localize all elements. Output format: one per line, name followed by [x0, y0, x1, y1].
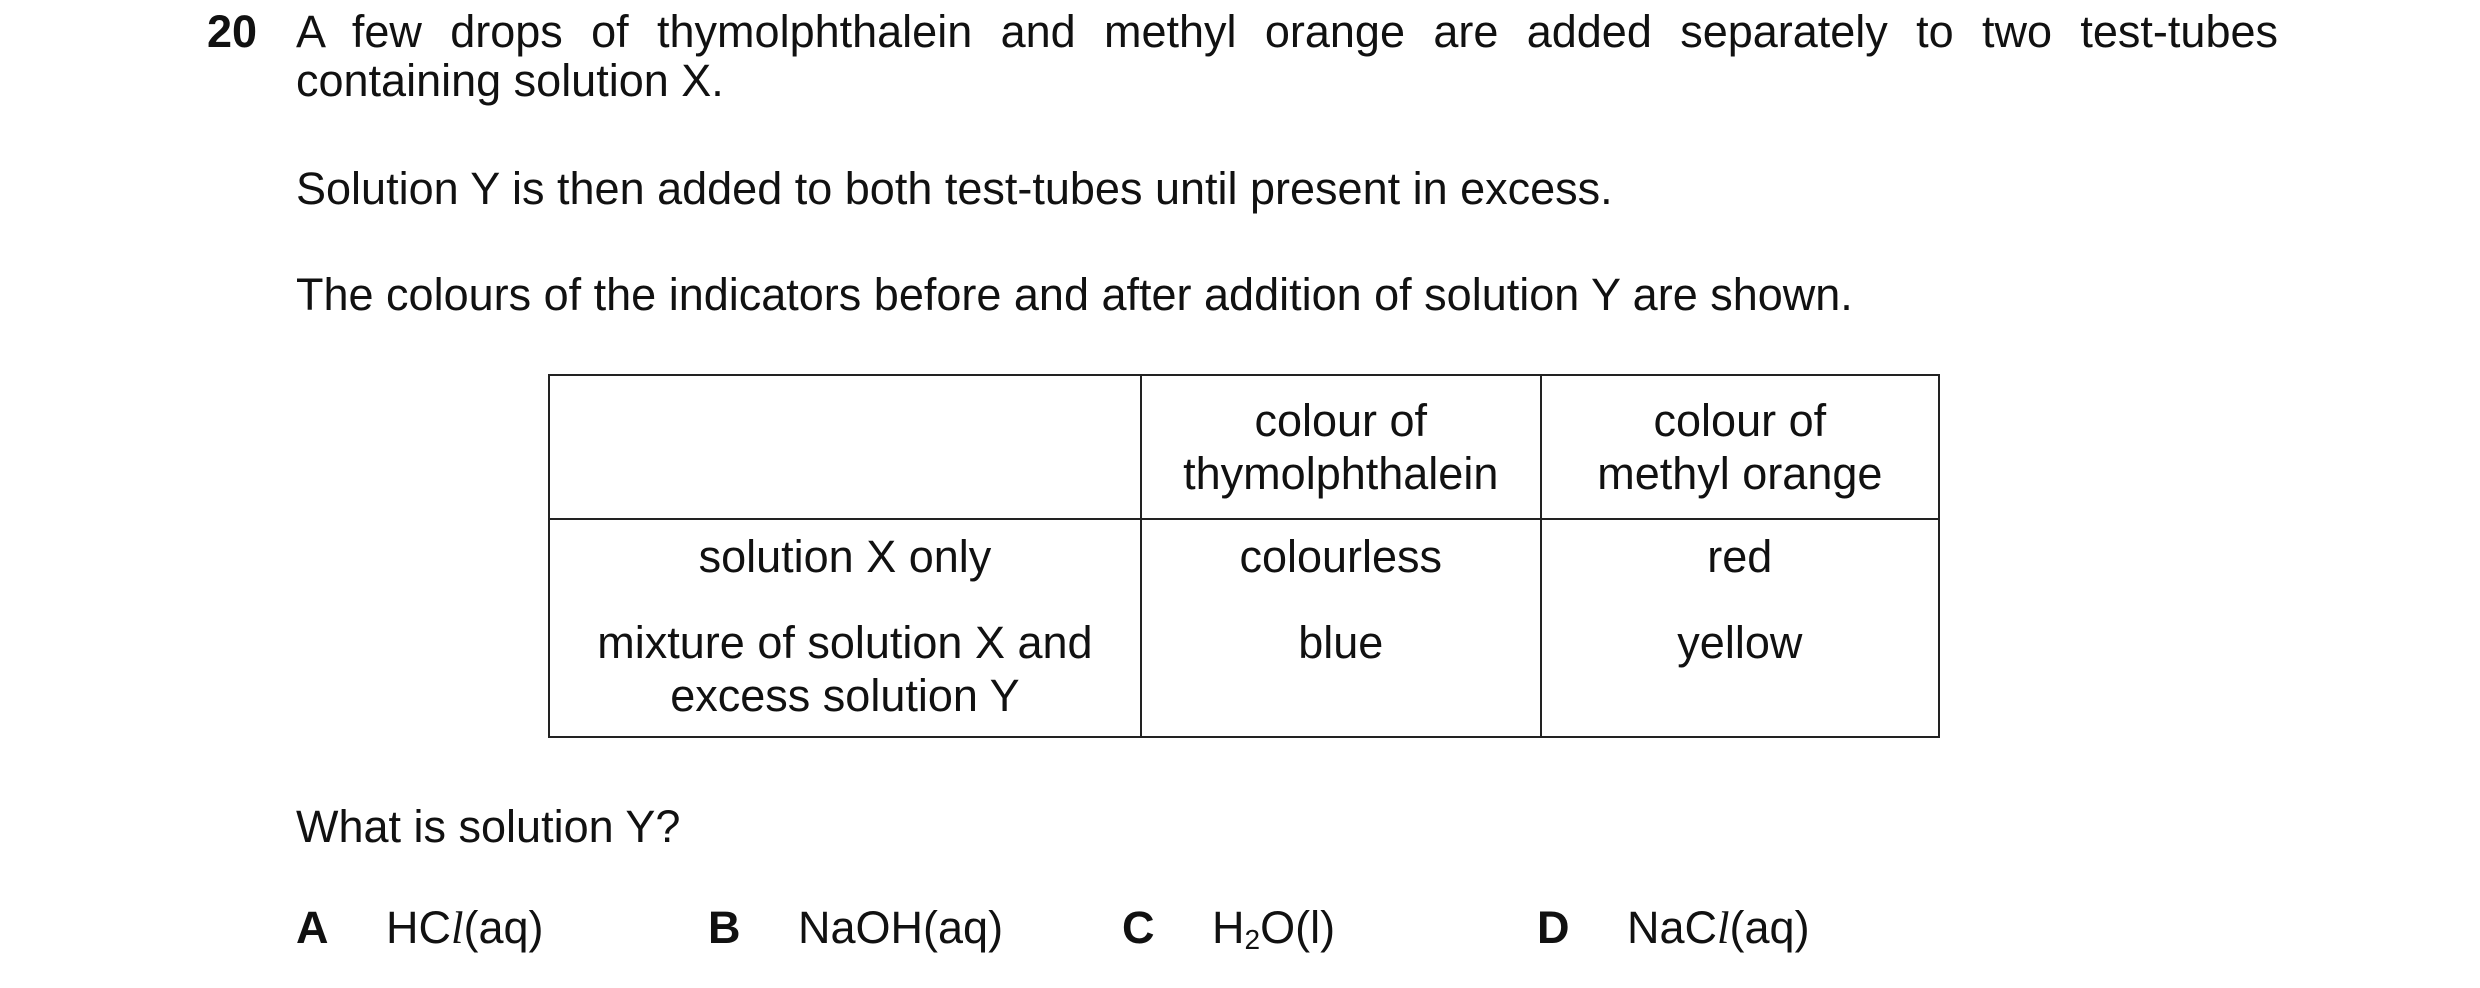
option-c-letter: C [1122, 902, 1155, 953]
header-methyl-orange-line1: colour of [1653, 395, 1827, 446]
option-c-text [1212, 902, 1335, 953]
indicator-colour-table [548, 374, 1940, 738]
thymolphthalein-before: colourless [1239, 531, 1443, 582]
methyl-orange-after: yellow [1677, 617, 1803, 668]
option-c-formula-part2: O(l) [1260, 902, 1336, 953]
option-b-letter: B [708, 902, 741, 953]
condition-mixture [550, 616, 1140, 722]
option-a-text [386, 902, 544, 953]
condition-solution-x-only: solution X only [698, 531, 992, 582]
option-b-text: NaOH(aq) [798, 902, 1004, 953]
option-a-formula-italic-l: l [451, 903, 464, 953]
option-d-formula-part2: (aq) [1729, 902, 1810, 953]
paragraph-solution-y: Solution Y is then added to both test-tubes until present in excess. [296, 163, 1613, 214]
stem-line-2: containing solution X. [296, 55, 724, 106]
condition-column [549, 519, 1141, 737]
header-methyl-orange [1541, 375, 1939, 519]
paragraph-colours-shown: The colours of the indicators before and after addition of solution Y are shown. [296, 269, 1853, 320]
option-d-formula-part1: NaC [1627, 902, 1718, 953]
methyl-orange-column [1541, 519, 1939, 737]
option-c-subscript: 2 [1244, 924, 1261, 955]
stem-line-1: A few drops of thymolphthalein and methyl orange are added separately to two test-tubes [296, 6, 2278, 57]
methyl-orange-before: red [1707, 531, 1773, 582]
option-a-formula-part1: HC [386, 902, 451, 953]
header-thymolphthalein-line1: colour of [1254, 395, 1428, 446]
answer-options [0, 898, 2480, 958]
option-c[interactable] [1122, 898, 1335, 958]
thymolphthalein-column [1141, 519, 1541, 737]
header-empty-cell [549, 375, 1141, 519]
header-thymolphthalein [1141, 375, 1541, 519]
table-body-row [549, 519, 1939, 737]
option-d-letter: D [1537, 902, 1570, 953]
option-a-letter: A [296, 902, 329, 953]
option-d-formula-italic-l: l [1717, 903, 1730, 953]
option-a[interactable] [296, 898, 544, 958]
table-header-row [549, 375, 1939, 519]
option-d-text [1627, 902, 1810, 953]
option-d[interactable] [1537, 898, 1810, 958]
option-a-formula-part2: (aq) [463, 902, 544, 953]
header-thymolphthalein-line2: thymolphthalein [1183, 448, 1499, 499]
option-c-formula-part1: H [1212, 902, 1245, 953]
thymolphthalein-after: blue [1298, 617, 1384, 668]
question-prompt: What is solution Y? [296, 801, 681, 852]
header-methyl-orange-line2: methyl orange [1597, 448, 1883, 499]
condition-mixture-line1: mixture of solution X and [597, 617, 1093, 668]
condition-mixture-line2: excess solution Y [670, 670, 1020, 721]
question-number: 20 [207, 6, 258, 57]
question-stem [296, 0, 2278, 107]
option-b[interactable] [708, 898, 1003, 958]
